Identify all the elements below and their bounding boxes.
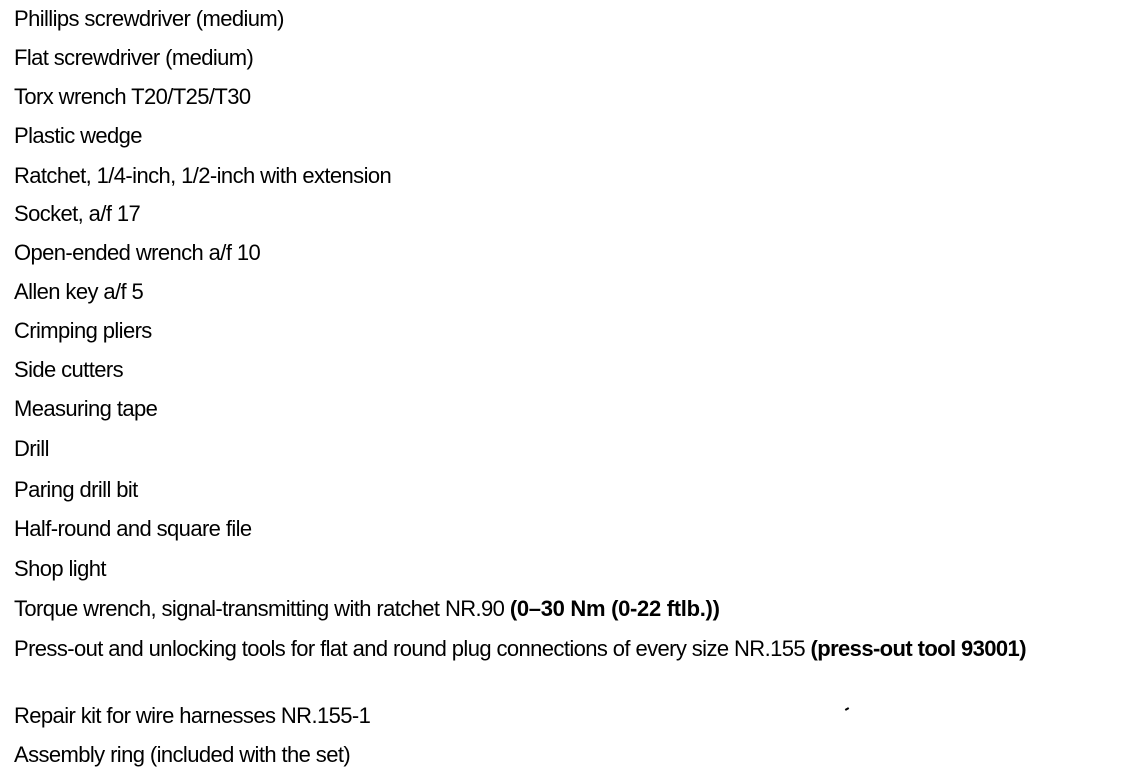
tool-item-text: Torx wrench T20/T25/T30 [14, 84, 251, 109]
tool-item [14, 633, 1130, 664]
tool-item [14, 279, 143, 305]
tool-item [14, 84, 250, 110]
tool-item-text: Side cutters [14, 357, 123, 382]
tool-item-text: Shop light [14, 556, 106, 581]
tool-item [14, 240, 260, 266]
tool-item [14, 477, 138, 503]
tool-item-text: Phillips screwdriver (medium) [14, 6, 284, 31]
tool-item-text: Assembly ring (included with the set) [14, 742, 351, 767]
stray-mark [845, 707, 849, 711]
tool-item [14, 357, 123, 383]
tool-item [14, 318, 152, 344]
tool-item [14, 556, 106, 582]
tool-item-text: Flat screwdriver (medium) [14, 45, 254, 70]
tool-item-text: Press-out and unlocking tools for flat and round plug connections of every size NR.155 [14, 636, 811, 661]
tool-item [14, 742, 350, 768]
tool-item [14, 703, 370, 729]
tool-item [14, 123, 142, 149]
tool-item [14, 436, 49, 462]
tool-item-text: Ratchet, 1/4-inch, 1/2-inch with extension [14, 163, 392, 188]
torque-spec: (0–30 Nm (0-22 ftlb.)) [509, 596, 720, 621]
tool-item [14, 596, 720, 622]
press-out-tool-spec: (press-out tool 93001) [810, 636, 1026, 661]
tool-item [14, 163, 391, 189]
tool-item-text: Measuring tape [14, 396, 158, 421]
tool-item-text: Open-ended wrench a/f 10 [14, 240, 261, 265]
tool-item-text: Allen key a/f 5 [14, 279, 144, 304]
tool-item [14, 6, 284, 32]
tool-item-text: Torque wrench, signal-transmitting with ratchet NR.90 [14, 596, 510, 621]
tool-item [14, 45, 253, 71]
tool-item-text: Plastic wedge [14, 123, 142, 148]
tool-item [14, 396, 157, 422]
tool-item-text: Drill [14, 436, 49, 461]
tool-item-text: Crimping pliers [14, 318, 152, 343]
tool-item-text: Paring drill bit [14, 477, 138, 502]
tool-item-text: Socket, a/f 17 [14, 201, 141, 226]
tool-item [14, 516, 252, 542]
tool-item-text: Half-round and square file [14, 516, 252, 541]
tool-item-text: Repair kit for wire harnesses NR.155-1 [14, 703, 371, 728]
tool-item [14, 201, 140, 227]
